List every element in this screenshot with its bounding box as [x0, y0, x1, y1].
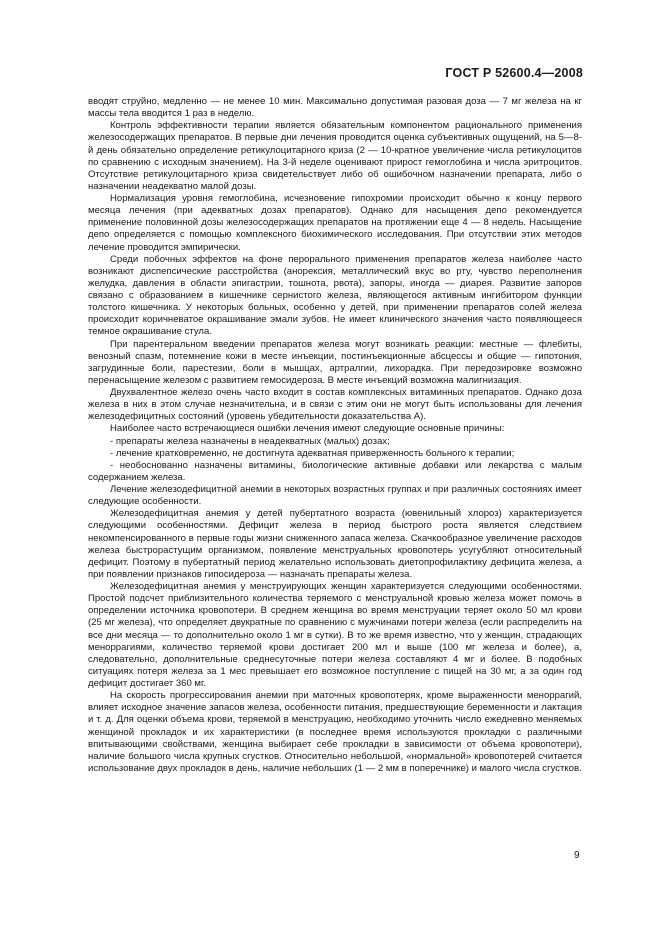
- paragraph: На скорость прогрессирования анемии при маточных кровопотерях, кроме выраженности меноррагий, влияет исходное значение запасов железа, особенности питания, предшествующие беременности и лактация и т. д. Для оценки объема крови, теряемой в менструацию, необходимо уточнить число ежедневно меняемых женщиной прокладок и их характеристики (в последнее время используются прокладки с различными впитывающими свойствами, женщина выбирает себе прокладки в зависимости от объема кровопотери), наличие большого числа крупных сгустков. Относительно небольшой, «нормальной» кровопотерей считается использование двух прокладок в день, наличие небольших (1 — 2 мм в поперечнике) и малого числа сгустков.: [88, 690, 582, 774]
- paragraph: Железодефицитная анемия у менструирующих женщин характеризуется следующими особенностями. Простой подсчет приблизительного количества теряемого с менструальной кровью железа может помочь в определении источника кровопотери. В среднем женщина во время менструации теряет около 50 мл крови (25 мг железа), что определяет двукратные по сравнению с мужчинами потери железа (если распределить на все дни месяца — то дополнительно около 1 мг в сутки). В то же время известно, что у женщин, страдающих меноррагиями, количество теряемой крови достигает 200 мл и выше (100 мг железа и более), а, следовательно, дополнительные среднесуточные потери железа составляют 4 мг и более. В подобных ситуациях потеря железа за 1 мес превышает его возможное поступление с пищей на 30 мг, а за один год дефицит достигает 360 мг.: [88, 581, 582, 689]
- paragraph: Контроль эффективности терапии является обязательным компонентом рационального применения железосодержащих препаратов. В первые дни лечения проводится оценка субъективных ощущений, на 5—8-й день обязательно определение ретикулоцитарного криза (2 — 10-кратное увеличение числа ретикулоцитов по сравнению с исходным значением). На 3-й неделе оценивают прирост гемоглобина и числа эритроцитов. Отсутствие ретикулоцитарного криза свидетельствует либо об ошибочном назначении препарата, либо о назначении неадекватно малой дозы.: [88, 120, 582, 192]
- paragraph: Наиболее часто встречающиеся ошибки лечения имеют следующие основные причины:: [110, 423, 505, 435]
- paragraph: При парентеральном введении препаратов железа могут возникать реакции: местные — флебиты, венозный спазм, потемнение кожи в месте инъекции, постинъекционные абсцессы и общие — гипотония, загрудинные боли, парестезии, боли в мышцах, артралгии, лихорадка. При передозировке возможно перенасыщение железом с развитием гемосидероза. В месте инъекций возможна малигнизация.: [88, 338, 582, 386]
- paragraph: вводят струйно, медленно — не менее 10 мин. Максимально допустимая разовая доза — 7 мг железа на кг массы тела вводится 1 раз в неделю.: [88, 96, 582, 120]
- paragraph: Нормализация уровня гемоглобина, исчезновение гипохромии происходит обычно к концу первого месяца лечения (при адекватных дозах препаратов). Однако для насыщения депо рекомендуется применение половинной дозы железосодержащих препаратов на протяжении еще 4 — 8 недель. Насыщение депо определяется с помощью комплексного биохимического исследования. При отсутствии этих методов лечение проводится эмпирически.: [88, 193, 582, 253]
- list-item: - препараты железа назначены в неадекватных (малых) дозах;: [110, 435, 390, 447]
- page-number: 9: [574, 850, 580, 861]
- document-body: [88, 96, 582, 775]
- paragraph: Железодефицитная анемия у детей пубертатного возраста (ювенильный хлороз) характеризуется следующими особенностями. Дефицит железа в период быстрого роста является следствием некомпенсированного в первые годы жизни сниженного запаса железа. Скачкообразное увеличение расходов железа быстрорастущим организмом, появление менструальных кровопотерь усугубляют относительный дефицит. Поэтому в пубертатный период желательно использовать диетопрофилактику дефицита железа, а при появлении признаков гипосидероза — назначать препараты железа.: [88, 508, 582, 580]
- list-item: - лечение кратковременно, не достигнута адекватная приверженность больного к терапии;: [110, 447, 515, 459]
- paragraph: Среди побочных эффектов на фоне перорального применения препаратов железа наиболее часто возникают диспепсические расстройства (анорексия, металлический вкус во рту, чувство переполнения желудка, давления в области эпигастрии, тошнота, рвота), запоры, иногда — диарея. Развитие запоров связано с образованием в кишечнике сернистого железа, являющегося активным ингибитором функции толстого кишечника. У некоторых больных, особенно у детей, при применении препаратов солей железа происходит коричневатое окрашивание эмали зубов. Не имеет клинического значения часто появляющееся темное окрашивание стула.: [88, 253, 582, 338]
- document-standard-header: ГОСТ Р 52600.4—2008: [445, 66, 583, 80]
- list-item: - необоснованно назначены витамины, биологические активные добавки или лекарства с малым содержанием железа.: [88, 459, 582, 483]
- paragraph: Лечение железодефицитной анемии в некоторых возрастных группах и при различных состояниях имеет следующие особенности.: [88, 484, 582, 508]
- paragraph: Двухвалентное железо очень часто входит в состав комплексных витаминных препаратов. Однако доза железа в них в этом случае незначительна, и в связи с этим они не могут быть использованы для лечения железодефицитных состояний (уровень убедительности доказательства А).: [88, 387, 582, 423]
